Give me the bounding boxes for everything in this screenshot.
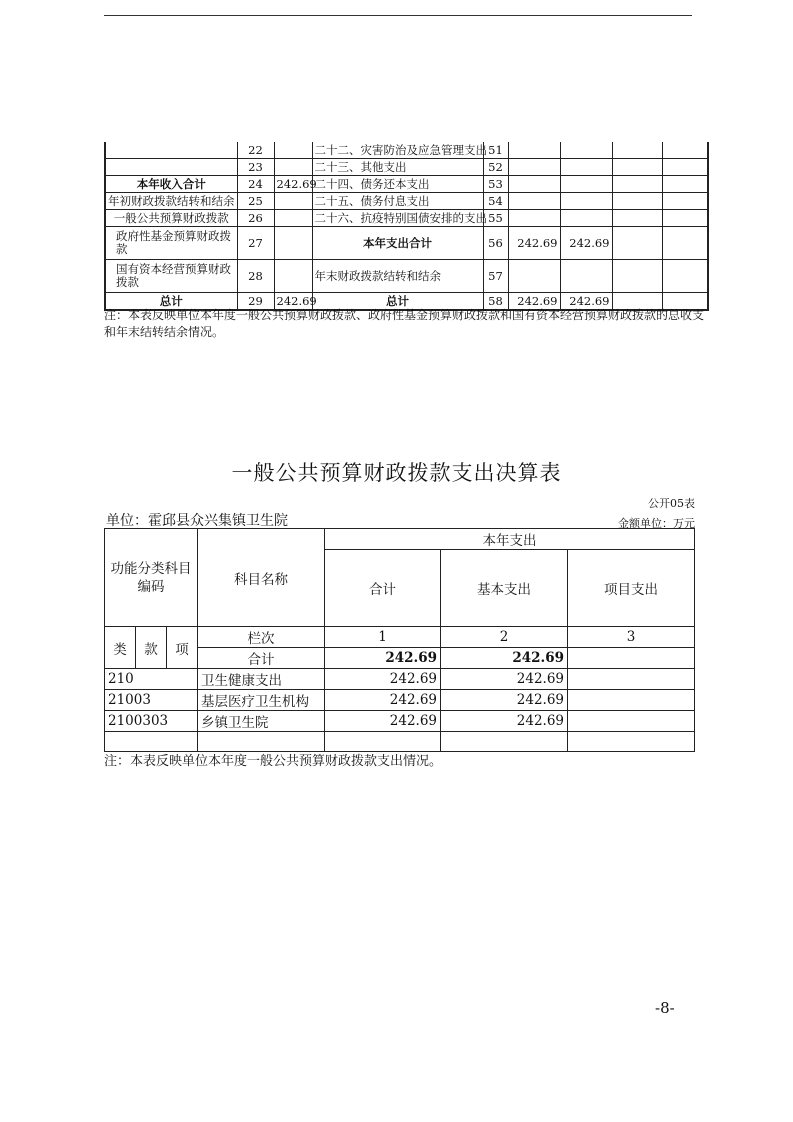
total-row: 合计 242.69 242.69 xyxy=(105,648,695,669)
basic-header: 基本支出 xyxy=(441,550,568,627)
column-index-row: 类 款 项 栏次 1 2 3 xyxy=(105,627,695,648)
table-row: 本年收入合计 24 242.69 二十四、债务还本支出 53 xyxy=(105,176,708,193)
page-title: 一般公共预算财政拨款支出决算表 xyxy=(231,461,562,485)
total-header: 合计 xyxy=(325,550,441,627)
upper-table-note: 注：本表反映单位本年度一般公共预算财政拨款、政府性基金预算财政拨款和国有资本经营预算财政拨款的总收支和年末结转结余情况。 xyxy=(104,308,705,339)
project-header: 项目支出 xyxy=(568,550,695,627)
lanci-label: 栏次 xyxy=(198,627,325,648)
table-row: 政府性基金预算财政拨款 27 本年支出合计 56 242.69 242.69 xyxy=(105,227,708,260)
table-row: 22 二十二、灾害防治及应急管理支出 51 xyxy=(105,142,708,159)
unit-label: 单位：霍邱县众兴集镇卫生院 xyxy=(106,513,288,529)
money-unit-label: 金额单位：万元 xyxy=(618,517,695,530)
table-row: 210 卫生健康支出 242.69 242.69 xyxy=(105,669,695,690)
income-expense-summary-table xyxy=(104,142,709,311)
table-row: 总计 29 242.69 总计 58 242.69 242.69 xyxy=(105,293,708,311)
table-row: 2100303 乡镇卫生院 242.69 242.69 xyxy=(105,711,695,732)
table-row: 年初财政拨款结转和结余 25 二十五、债务付息支出 54 xyxy=(105,193,708,210)
subject-name-header: 科目名称 xyxy=(198,529,325,627)
general-budget-expenditure-table xyxy=(104,528,695,752)
table-row: 一般公共预算财政拨款 26 二十六、抗疫特别国债安排的支出 55 xyxy=(105,210,708,227)
table-row: 21003 基层医疗卫生机构 242.69 242.69 xyxy=(105,690,695,711)
lower-table-note: 注：本表反映单位本年度一般公共预算财政拨款支出情况。 xyxy=(104,754,443,769)
xiang-header: 项 xyxy=(167,627,198,669)
lei-header: 类 xyxy=(105,627,136,669)
current-year-header: 本年支出 xyxy=(325,529,695,550)
kuan-header: 款 xyxy=(136,627,167,669)
table-row: 23 二十三、其他支出 52 xyxy=(105,159,708,176)
page-number: -8- xyxy=(655,999,675,1017)
header-row xyxy=(105,529,695,550)
table-row xyxy=(105,732,695,752)
table-row: 国有资本经营预算财政拨款 28 年末财政拨款结转和结余 57 xyxy=(105,260,708,293)
header-rule xyxy=(104,15,692,16)
form-number: 公开05表 xyxy=(648,497,695,510)
func-code-header: 功能分类科目编码 xyxy=(105,529,198,627)
